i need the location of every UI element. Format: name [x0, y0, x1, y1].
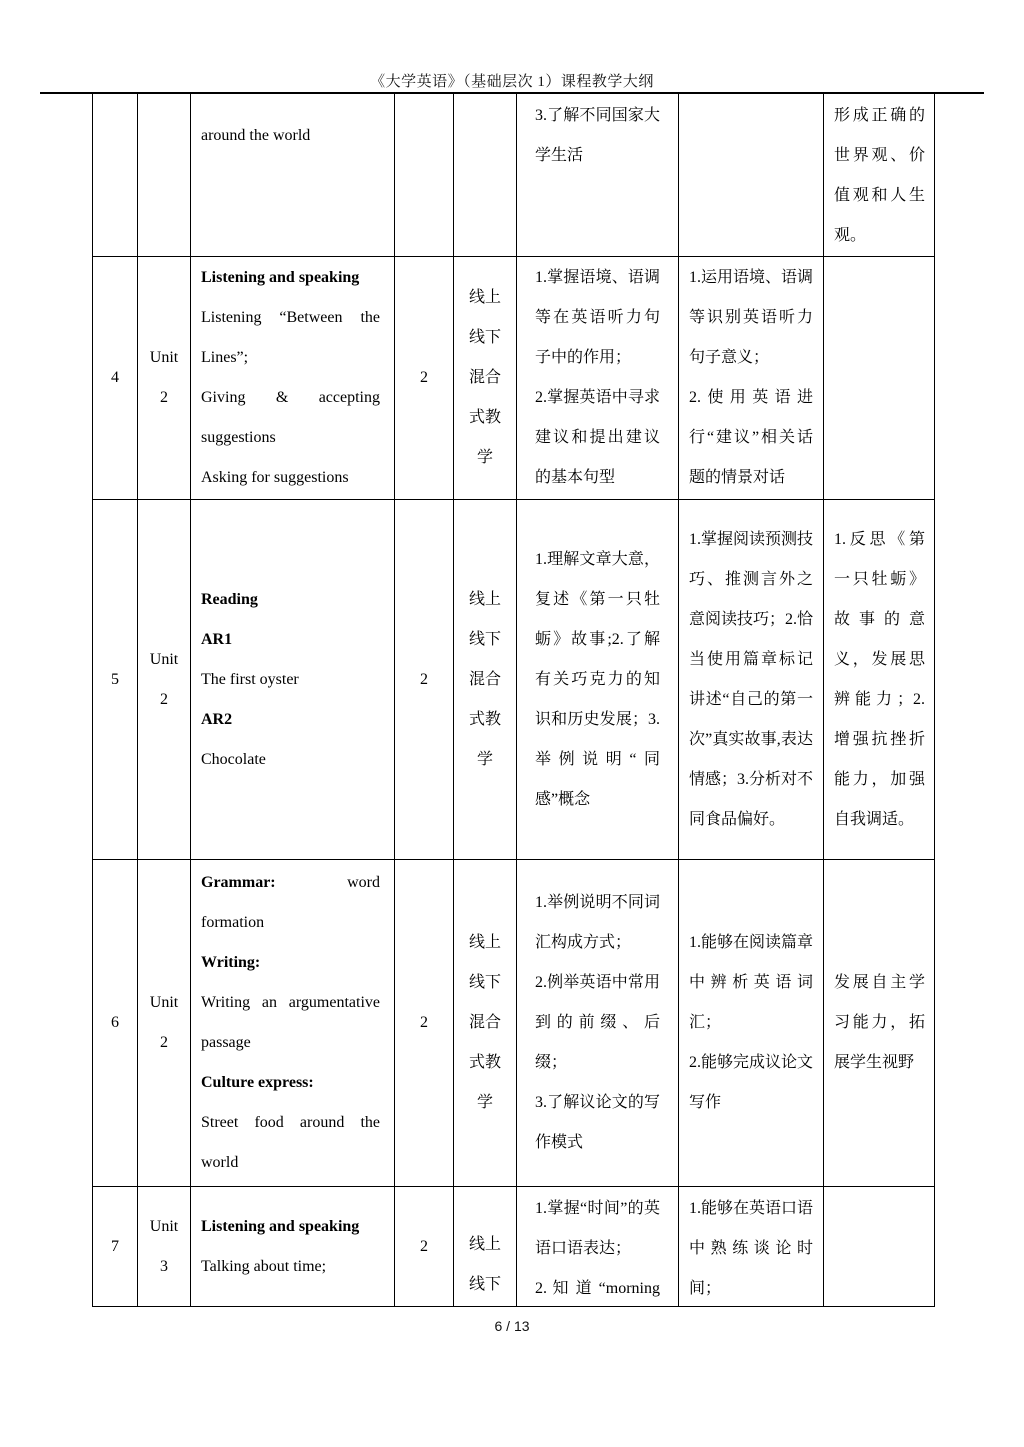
course-schedule-table	[92, 94, 935, 1307]
unit-line: 3	[160, 1257, 168, 1275]
plain-text: around the world	[201, 127, 311, 144]
table-row	[93, 500, 935, 860]
plain-text: Giving & accepting suggestions	[201, 389, 380, 446]
bold-text: Grammar:	[201, 874, 276, 891]
unit-line: Unit	[149, 994, 179, 1011]
text-line	[834, 520, 925, 840]
cell-week	[93, 1187, 138, 1307]
plain-text: 1.反思《第一只牡蛎》故事的意义，发展思辨能力；2.增强抗挫折能力，加强自我调适。	[834, 530, 925, 828]
text-line	[201, 863, 380, 903]
cell-hours	[395, 1187, 454, 1307]
method-line: 学	[476, 449, 493, 466]
text-line	[535, 378, 660, 498]
cell-objective-quality	[824, 1187, 935, 1307]
table-row	[93, 94, 935, 257]
text-line	[201, 903, 380, 943]
cell-teaching-method	[454, 1187, 517, 1307]
bold-text: AR2	[201, 710, 233, 728]
text-line	[201, 1247, 380, 1287]
cell-hours	[395, 257, 454, 500]
text-line	[201, 1063, 380, 1103]
plain-text: Talking about time;	[201, 1257, 327, 1275]
method-line: 混合	[468, 369, 501, 386]
cell-objective-knowledge	[517, 500, 679, 860]
table-row	[93, 1187, 935, 1307]
unit-line: Unit	[149, 1217, 179, 1235]
week-number: 5	[111, 670, 119, 688]
text-line	[201, 378, 380, 458]
cell-content	[191, 257, 395, 500]
cell-objective-ability	[679, 257, 824, 500]
plain-text: 1.掌握语境、语调等在英语听力句子中的作用；	[535, 269, 660, 366]
plain-text: 1.能够在英语口语中熟练谈论时间；	[689, 1200, 814, 1297]
cell-objective-quality	[824, 257, 935, 500]
plain-text: word	[275, 874, 380, 891]
cell-objective-ability	[679, 860, 824, 1187]
hours-value: 2	[420, 1237, 428, 1255]
method-line: 线上	[468, 1236, 501, 1253]
plain-text: 发展自主学习能力，拓展学生视野	[834, 974, 925, 1071]
cell-week	[93, 860, 138, 1187]
text-line	[535, 1269, 660, 1307]
plain-text: 1.理解文章大意，复述《第一只牡蛎》故事;2.了解有关巧克力的知识和历史发展；3.举例说明“同感”概念	[535, 550, 660, 808]
plain-text: 2.掌握英语中寻求建议和提出建议的基本句型	[535, 389, 660, 486]
text-line	[689, 1189, 813, 1307]
week-number: 7	[111, 1237, 119, 1255]
text-line	[689, 258, 813, 378]
bold-text: AR1	[201, 630, 233, 648]
text-line	[201, 258, 380, 298]
cell-objective-quality	[824, 860, 935, 1187]
cell-hours	[395, 500, 454, 860]
text-line	[201, 943, 380, 983]
method-line: 式教	[468, 1054, 501, 1071]
plain-text: Asking for suggestions	[201, 469, 349, 486]
text-line	[535, 540, 660, 820]
cell-teaching-method	[454, 257, 517, 500]
text-line	[535, 258, 660, 378]
plain-text: Chocolate	[201, 750, 266, 768]
plain-text: Street food around the world	[201, 1114, 380, 1171]
text-line	[201, 983, 380, 1063]
plain-text: 2.使用英语进行“建议”相关话题的情景对话	[689, 389, 813, 486]
bold-text: Culture express:	[201, 1074, 314, 1091]
plain-text: 3.了解议论文的写作模式	[535, 1094, 660, 1151]
method-line: 线上	[468, 934, 501, 951]
text-line	[689, 923, 813, 1043]
week-number: 6	[111, 1014, 119, 1031]
text-line	[201, 298, 380, 378]
cell-unit	[138, 94, 191, 257]
text-line	[689, 378, 813, 498]
method-line: 线上	[468, 590, 501, 608]
plain-text: 1.能够在阅读篇章中辨析英语词汇；	[689, 934, 814, 1031]
cell-content	[191, 1187, 395, 1307]
cell-week	[93, 94, 138, 257]
cell-unit	[138, 860, 191, 1187]
text-line	[689, 1043, 813, 1123]
cell-objective-ability	[679, 500, 824, 860]
plain-text: The first oyster	[201, 670, 299, 688]
hours-value: 2	[420, 369, 428, 386]
method-line: 线上	[468, 289, 501, 306]
method-line: 式教	[468, 710, 501, 728]
table-row	[93, 860, 935, 1187]
cell-objective-knowledge	[517, 1187, 679, 1307]
text-line	[201, 740, 380, 780]
text-line	[201, 620, 380, 660]
method-line: 线下	[468, 329, 501, 346]
cell-unit	[138, 257, 191, 500]
text-line	[201, 1103, 380, 1183]
text-line	[201, 116, 380, 156]
plain-text: 1.运用语境、语调等识别英语听力句子意义；	[689, 269, 814, 366]
cell-objective-knowledge	[517, 860, 679, 1187]
cell-objective-knowledge	[517, 94, 679, 257]
plain-text: 2. 知 道 “morning	[535, 1280, 660, 1297]
text-line	[201, 580, 380, 620]
cell-hours	[395, 94, 454, 257]
plain-text: 形成正确的世界观、价值观和人生观。	[834, 107, 925, 244]
text-line	[834, 963, 925, 1083]
bold-text: Reading	[201, 590, 258, 608]
cell-teaching-method	[454, 94, 517, 257]
text-line	[201, 700, 380, 740]
plain-text: 1.掌握“时间”的英语口语表达；	[535, 1200, 660, 1257]
bold-text: Listening and speaking	[201, 269, 360, 286]
unit-line: 2	[160, 690, 168, 708]
text-line	[689, 520, 813, 840]
cell-week	[93, 500, 138, 860]
method-line: 学	[476, 1094, 493, 1111]
text-line	[201, 1207, 380, 1247]
bold-text: Listening and speaking	[201, 1217, 360, 1235]
cell-objective-quality	[824, 500, 935, 860]
unit-line: Unit	[149, 650, 179, 668]
text-line	[535, 883, 660, 963]
cell-unit	[138, 1187, 191, 1307]
method-line: 混合	[468, 670, 501, 688]
method-line: 线下	[468, 630, 501, 648]
doc-header-title: 《大学英语》（基础层次 1）课程教学大纲	[370, 74, 654, 90]
text-line	[535, 1083, 660, 1163]
text-line	[535, 1189, 660, 1269]
unit-line: 2	[160, 389, 168, 406]
text-line	[201, 458, 380, 498]
hours-value: 2	[420, 1014, 428, 1031]
text-line	[201, 660, 380, 700]
cell-objective-ability	[679, 1187, 824, 1307]
table-row	[93, 257, 935, 500]
cell-hours	[395, 860, 454, 1187]
cell-week	[93, 257, 138, 500]
cell-teaching-method	[454, 500, 517, 860]
page-number: 6 / 13	[494, 1318, 530, 1334]
method-line: 混合	[468, 1014, 501, 1031]
cell-unit	[138, 500, 191, 860]
plain-text: 1.举例说明不同词汇构成方式；	[535, 894, 660, 951]
plain-text: Writing an argumentative passage	[201, 994, 380, 1051]
text-line	[535, 963, 660, 1083]
plain-text: 2.能够完成议论文写作	[689, 1054, 814, 1111]
cell-content	[191, 860, 395, 1187]
plain-text: 2.例举英语中常用到的前缀、后缀；	[535, 974, 660, 1071]
cell-content	[191, 94, 395, 257]
plain-text: Listening “Between the Lines”;	[201, 309, 380, 366]
plain-text: 1.掌握阅读预测技巧、推测言外之意阅读技巧；2.恰当使用篇章标记讲述“自己的第一次”真实故事,表达情感；3.分析对不同食品偏好。	[689, 530, 814, 828]
plain-text: 3.了解不同国家大学生活	[535, 107, 660, 164]
method-line: 式教	[468, 409, 501, 426]
method-line: 学	[476, 750, 493, 768]
week-number: 4	[111, 369, 119, 386]
cell-objective-knowledge	[517, 257, 679, 500]
cell-teaching-method	[454, 860, 517, 1187]
text-line	[535, 96, 660, 176]
hours-value: 2	[420, 670, 428, 688]
cell-content	[191, 500, 395, 860]
cell-objective-ability	[679, 94, 824, 257]
unit-line: Unit	[149, 349, 179, 366]
unit-line: 2	[160, 1034, 168, 1051]
method-line: 线下	[468, 1276, 501, 1293]
bold-text: Writing:	[201, 954, 261, 971]
method-line: 线下	[468, 974, 501, 991]
text-line	[834, 96, 925, 256]
cell-objective-quality	[824, 94, 935, 257]
plain-text: formation	[201, 914, 265, 931]
